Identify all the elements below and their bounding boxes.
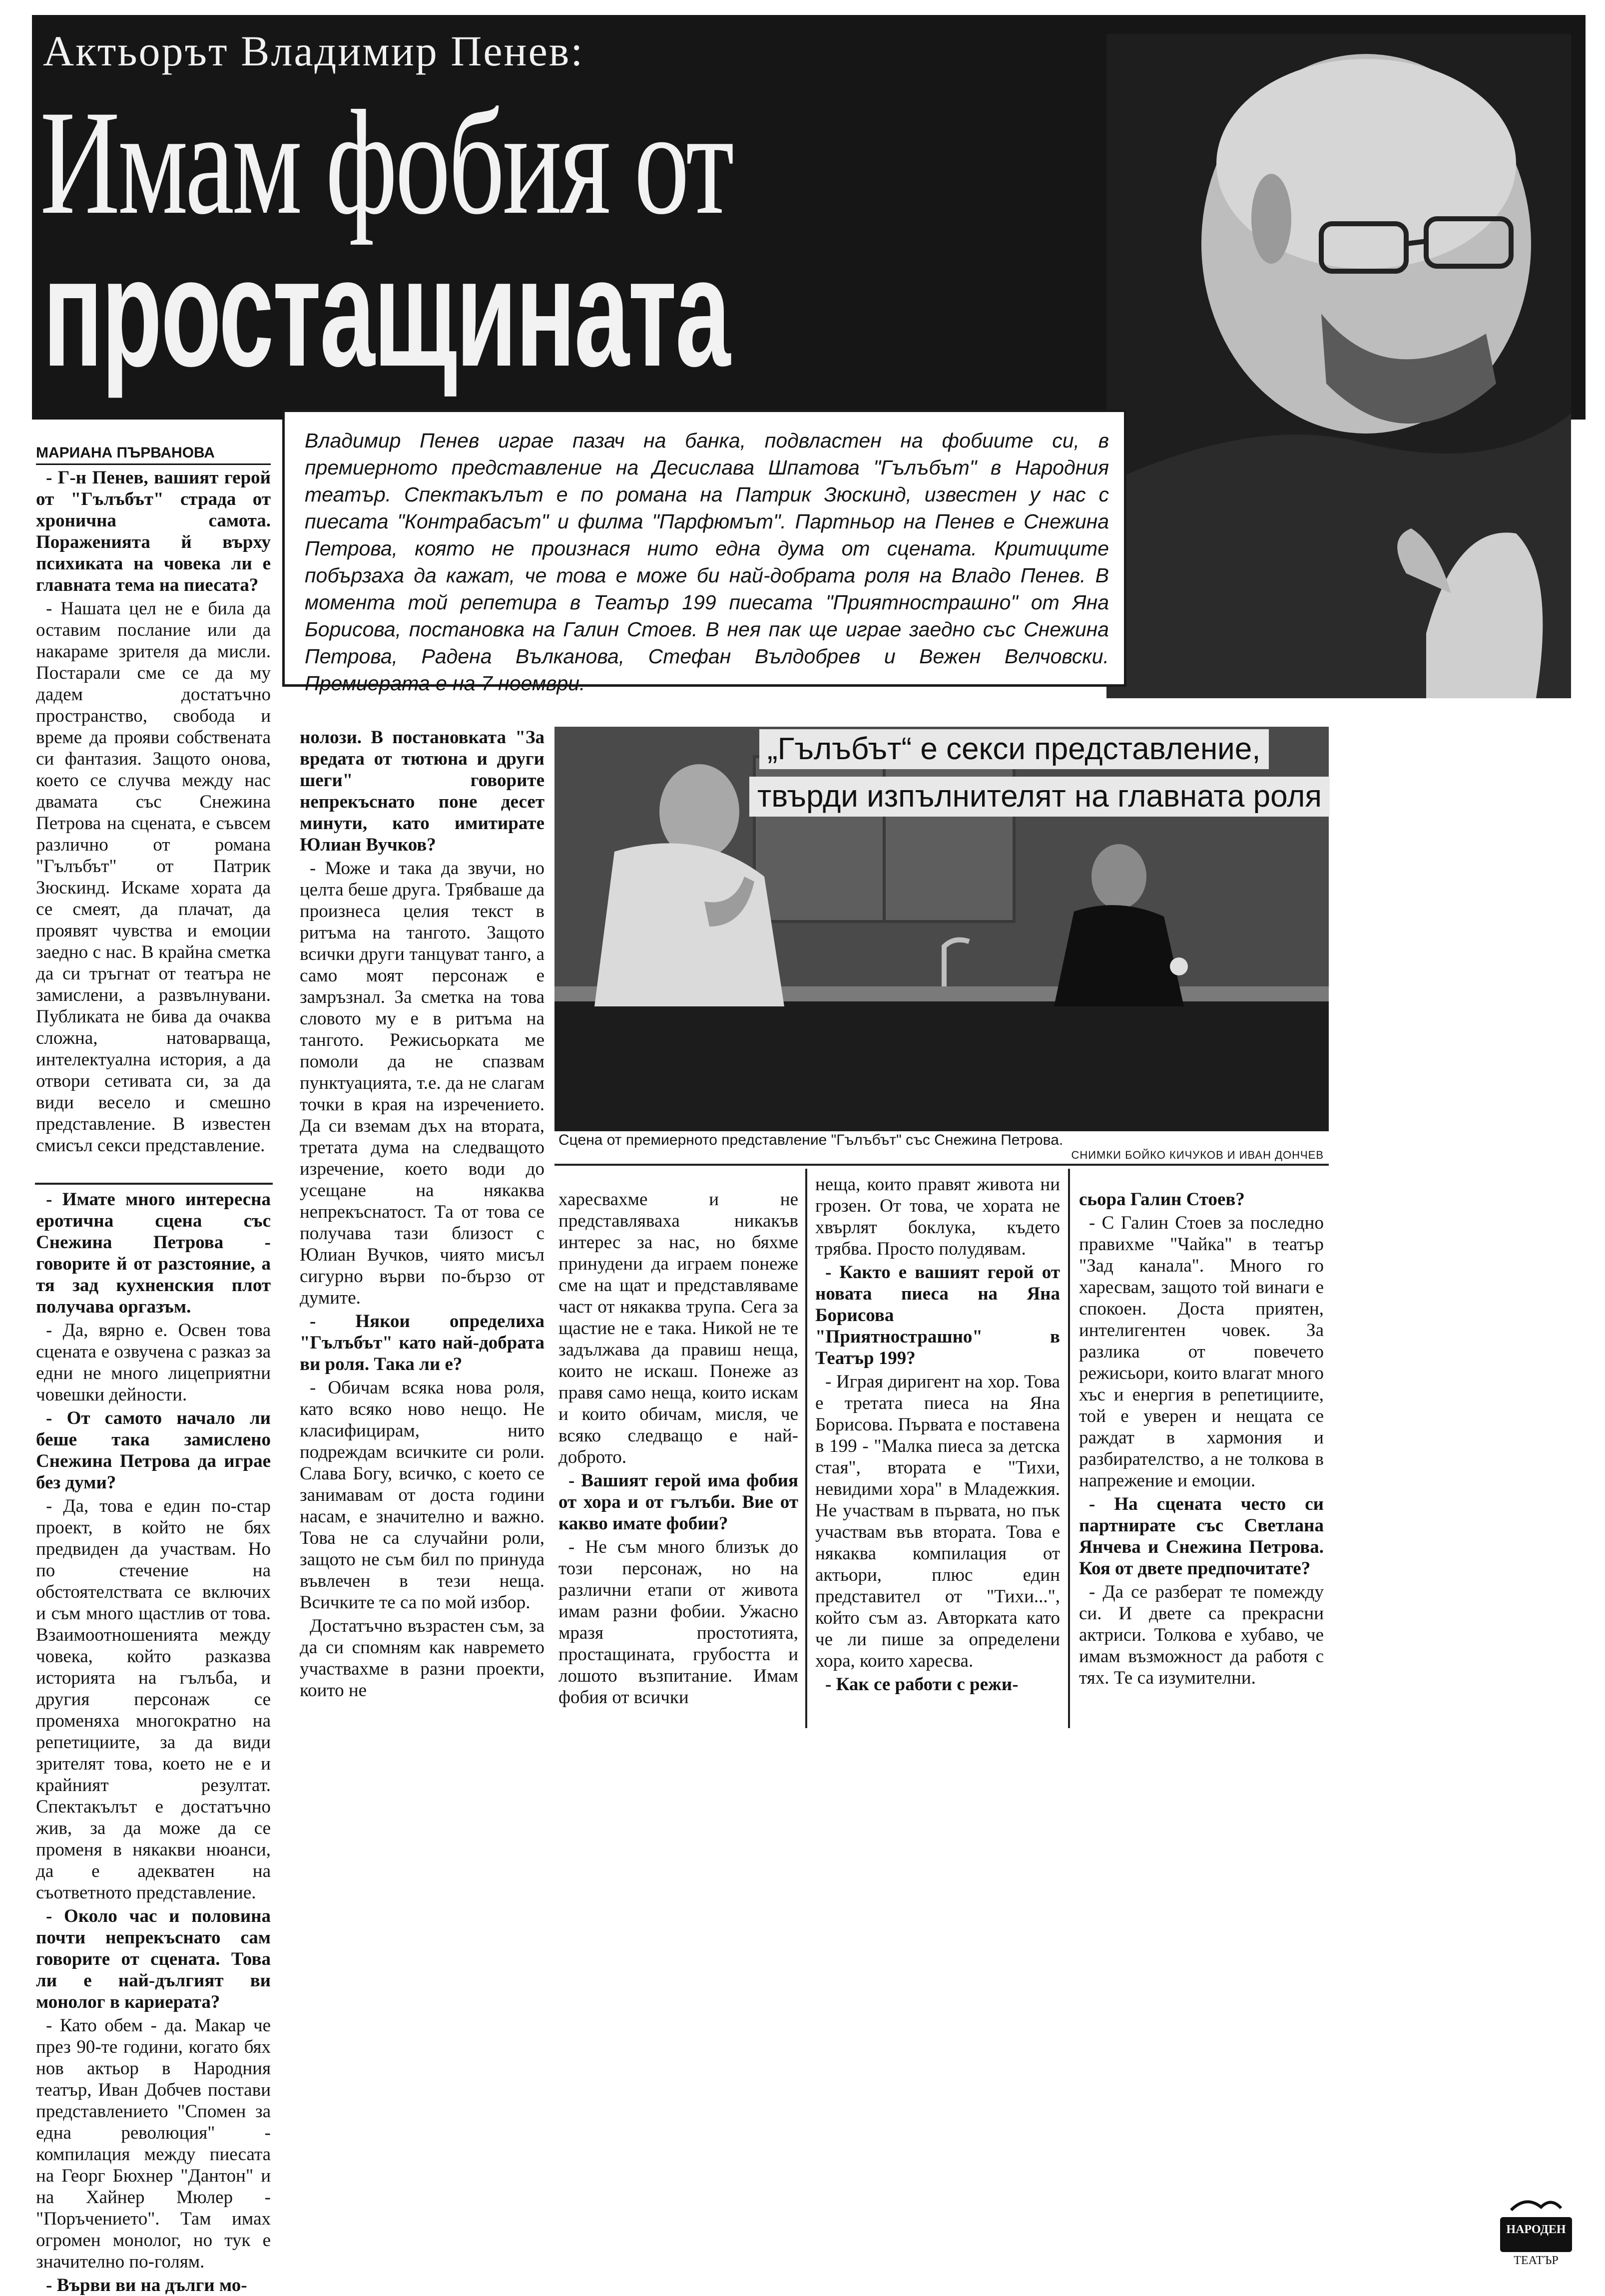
lead-text: Владимир Пенев играе пазач на банка, подвластен на фобиите си, в премиерното представление на Десислава Шпатова "Гълъбът" в Народния театър. Спектакълът е по романа на Патрик Зюскинд, известен у нас с пиесата "Контрабасът" и филма "Парфюмът". Партньор на Пенев е Снежина Петрова, която не произнася нито една дума от сцената. Критиците побързаха да кажат, че това е може би най-добрата роля на Владо Пенев. В момента той репетира в Театър 199 пиесата "Приятнострашно" от Яна Борисова, постановка на Галин Стоев. В нея пак ще играе заедно със Снежина Петрова, Радена Вълканова, Стефан Вълдобрев и Вежен Велчовски. Премиерата е на 7 ноември. xyxy=(305,429,1109,695)
interview-question: - Върви ви на дълги мо- xyxy=(46,2275,247,2296)
interview-question: - Както е вашият герой от новата пиеса на Яна Борисова "Приятнострашно" в Театър 199? xyxy=(815,1262,1060,1369)
interview-question: - Как се работи с режи- xyxy=(825,1674,1019,1695)
portrait-photo xyxy=(1106,34,1571,698)
interview-answer: - Да се разберат те помежду си. И двете са прекрасни актриси. Толкова е хубаво, че имам възможност да работя с тях. Те са изумителни. xyxy=(1079,1582,1324,1688)
byline: МАРИАНА ПЪРВАНОВА xyxy=(36,445,271,465)
interview-answer: - Не съм много близък до този персонаж, но на различни етапи от живота имам разни фобии. Ужасно мразя простотията, простащината, грубостта и лошото възпитание. Имам фобия от всички xyxy=(558,1537,798,1708)
interview-answer: - Нашата цел не е била да оставим послание или да накараме зрителя да мисли. Постарали сме се да му дадем достатъчно пространство, свобода и време да прояви собствената си фантазия. Защото онова, което се случва между нас двамата със Снежина Петрова на сцената, е съвсем различно от романа "Гълъбът" от Патрик Зюскинд. Искаме хората да се смеят, да плачат, да проявят чувства и емоции заедно с нас. В крайна сметка да си тръгнат от театъра не замислени, а развълнувани. Публиката не бива да очаква сложна, натоварваща, интелектуална история, а да отвори сетивата си, за да види весело и смешно представление. В известен смисъл секси представление. xyxy=(36,598,271,1156)
interview-question: - Г-н Пенев, вашият герой от "Гълъбът" страда от хронична самота. Пораженията й върху психиката на човека ли е главната тема на пиесата? xyxy=(36,467,271,595)
column-2 xyxy=(300,727,544,1736)
interview-answer: - Да, това е един по-стар проект, в който не бях предвиден да участвам. Но по стечение на обстоятелствата се включих и съм много щастлив от това. Взаимоотношенията между човека, който разказва историята на гълъба, и другия персонаж се променяха многократно на репетициите, за да види зрителят това, което не е и крайният резултат. Спектакълът е достатъчно жив, за да може да се променя в някакви нюанси, да е адекватен на съответното представление. xyxy=(36,1496,271,1903)
interview-answer: харесвахме и не представляваха никакъв интерес за нас, но бяхме принудени да играем понеже сме на щат и представляваме част от някаква трупа. Сега за щастие не е така. Никой не те задължава да правиш неща, които не искаш. Понеже аз правя само неща, които искам и които обичам, мисля, че всяко следващо е най-доброто. xyxy=(558,1189,798,1467)
column-divider xyxy=(35,1183,273,1185)
interview-answer: неща, които правят живота ни грозен. От това, че хората не хвърлят боклука, където трябва. Просто полудявам. xyxy=(815,1174,1060,1259)
interview-question: - На сцената често си партнирате със Светлана Янчева и Снежина Петрова. Коя от двете предпочитате? xyxy=(1079,1494,1324,1579)
column-1-bottom xyxy=(36,1189,271,2296)
column-1-top xyxy=(36,467,271,1181)
column-divider xyxy=(554,1164,1329,1166)
theatre-logo xyxy=(1491,2190,1581,2270)
interview-answer: - Като обем - да. Макар че през 90-те години, когато бях нов актьор в Народния театър, Иван Добчев постави представлението "Спомен за една революция" - компилация между пиесата на Георг Бюхнер "Дантон" и на Хайнер Мюлер - "Поръчението". Там имах огромен монолог, но тук е значително по-голям. xyxy=(36,2015,271,2272)
column-divider xyxy=(1068,1169,1070,1728)
column-3 xyxy=(558,1189,798,1723)
photo-headline-line-1: „Гълъбът“ е секси представление, xyxy=(759,729,1269,769)
interview-question: - Около час и половина почти непрекъснато сам говорите от сцената. Това ли е най-дългият ви монолог в кариерата? xyxy=(36,1906,271,2012)
interview-answer: - С Галин Стоев за последно правихме "Чайка" в театър "Зад канала". Много го харесвам, защото той винаги е спокоен. Доста приятен, интелигентен човек. За разлика от повечето режисьори, които влагат много хъс и енергия в репетициите, той е уверен и нещата се раждат в хармония и разбирателство, а не толкова в напрежение и емоции. xyxy=(1079,1213,1324,1491)
interview-question: - От самото начало ли беше така замислено Снежина Петрова да играе без думи? xyxy=(36,1408,271,1493)
logo-line-1: НАРОДЕН xyxy=(1506,2223,1566,2236)
interview-answer: - Да, вярно е. Освен това сцената е озвучена с разказ за едни не много лицеприятни човешки дейности. xyxy=(36,1320,271,1405)
photo-caption: Сцена от премиерното представление "Гълъбът" със Снежина Петрова. xyxy=(558,1132,1064,1148)
interview-answer: - Играя диригент на хор. Това е третата пиеса на Яна Борисова. Първата е поставена в 199 - "Малка пиеса за детска стая", втората е "Тихи, невидими хора" в Младежкия. Не участвам в първата, но пък участвам във втората. Това е някаква компилация от актьори, плюс един представител от "Тихи...", който съм аз. Авторката като че ли пише за определени хора, които харесва. xyxy=(815,1372,1060,1671)
column-5 xyxy=(1079,1189,1324,1718)
photo-credits: СНИМКИ БОЙКО КИЧУКОВ И ИВАН ДОНЧЕВ xyxy=(1071,1149,1324,1161)
interview-answer: - Може и така да звучи, но целта беше друга. Трябваше да произнеса целия текст в ритъма на тангото. Защото всички други танцуват танго, а само моят персонаж е замръзнал. За сметка на това словото му е в ритъма на тангото. Режисьорката ме помоли да не спазвам пунктуацията, т.е. да не слагам точки в края на изречението. Да си вземам дъх на втората, третата дума на следващото изречение, което води до усещане на някаква непрекъснатост. Та от това се получава тази близост с Юлиан Вучков, чиято мисъл сигурно върви по-бързо от думите. xyxy=(300,858,544,1308)
logo-line-2: ТЕАТЪР xyxy=(1514,2254,1559,2267)
lead-box xyxy=(282,410,1126,695)
interview-question: нолози. В постановката "За вредата от тютюна и други шеги" говорите непрекъснато поне десет минути, като имитирате Юлиан Вучков? xyxy=(300,727,544,855)
column-divider xyxy=(805,1169,807,1728)
column-4 xyxy=(815,1174,1060,1723)
interview-answer: Достатъчно възрастен съм, за да си спомням как навремето участвахме в разни проекти, които не xyxy=(300,1616,544,1701)
interview-question: сьора Галин Стоев? xyxy=(1079,1189,1245,1210)
article-kicker: Актьорът Владимир Пенев: xyxy=(43,27,584,75)
article-title-line-1: Имам фобия от xyxy=(40,79,732,245)
interview-question: - Някои определиха "Гълъбът" като най-добрата ви роля. Така ли е? xyxy=(300,1311,544,1375)
photo-headline-line-2: твърди изпълнителят на главната роля xyxy=(749,777,1330,817)
interview-question: - Вашият герой има фобия от хора и от гълъби. Вие от какво имате фобии? xyxy=(558,1470,798,1534)
article-title-line-2: простащината xyxy=(43,225,729,399)
interview-answer: - Обичам всяка нова роля, като всяко ново нещо. Не класифицирам, нито подреждам всичките си роли. Слава Богу, всичко, с което се занимавам от доста години насам, е значително и важно. Това не са случайни роли, защото не съм бил по принуда въвлечен в тези неща. Всичките те са по мой избор. xyxy=(300,1378,544,1613)
interview-question: - Имате много интересна еротична сцена със Снежина Петрова - говорите й от разстояние, а тя зад кухненския плот получава оргазъм. xyxy=(36,1189,271,1317)
